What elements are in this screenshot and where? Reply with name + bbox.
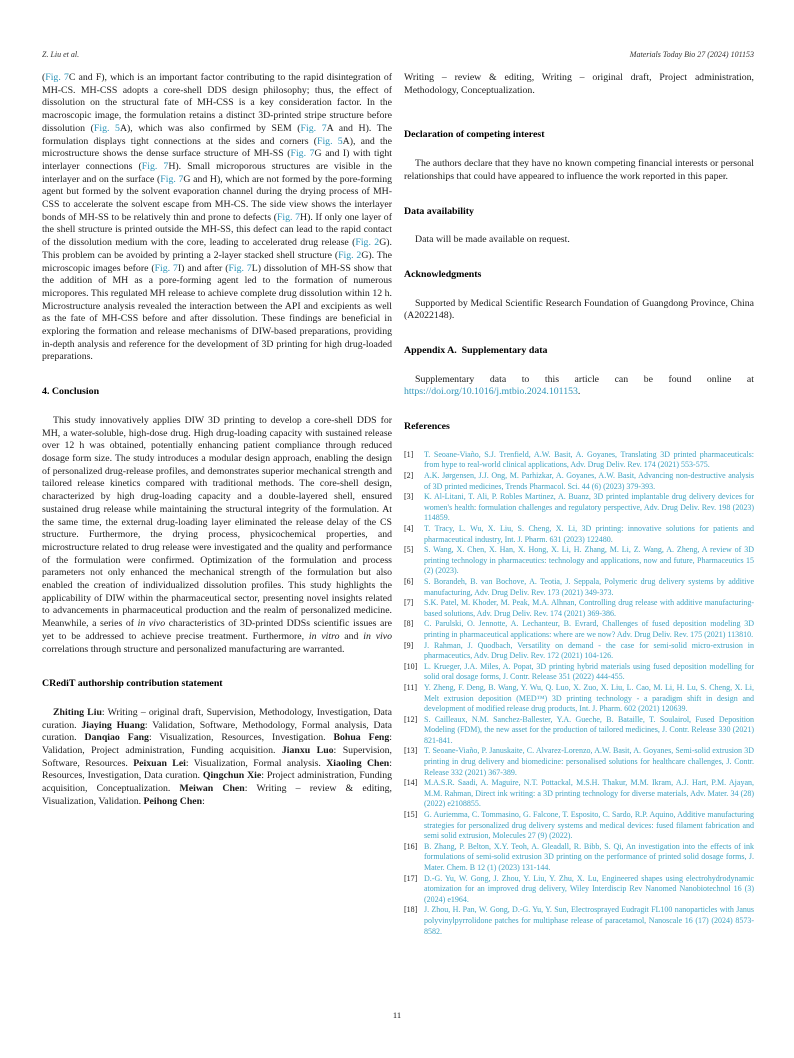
text-segment: Supplementary data to this article can be found online at — [415, 373, 754, 385]
inline-link[interactable]: Fig. 5 — [93, 122, 120, 134]
text-segment: characteristics of 3D-printed DDSs scientific issues are yet to be addressed to achieve precise treatment. Furthermore, — [42, 618, 392, 642]
reference-text[interactable]: B. Zhang, P. Belton, X.Y. Teoh, A. Gleadall, R. Bibb, S. Qi, An investigation into the effects of ink formulations of semi-solid extrusion 3D printing on the performance of printed solid dosage forms, J. Mater. Chem. B 12 (1) (2023) 131-144. — [424, 841, 754, 872]
reference-number: [10] — [404, 661, 418, 671]
text-segment: H). Small microporous structures are visible in the interlayer and on the surface ( — [42, 160, 392, 185]
inline-link[interactable]: https://doi.org/10.1016/j.mtbio.2024.101153 — [404, 386, 578, 398]
reference-text[interactable]: D.-G. Yu, W. Gong, J. Zhou, Y. Liu, Y. Zhu, X. Lu, Engineered shapes using electrohydrodynamic atomization for an improved drug delivery, Wiley Interdiscip Rev Nanomed Nanobiotechnol 16 (3) (2024) e1964. — [424, 873, 754, 904]
declaration-paragraph: The authors declare that they have no known competing financial interests or personal relationships that could have appeared to influence the work reported in this paper. — [404, 158, 754, 182]
inline-link[interactable]: Fig. 7 — [290, 148, 315, 160]
reference-number: [1] — [404, 449, 414, 459]
page-number: 11 — [392, 1010, 402, 1020]
text-segment: and — [339, 630, 364, 642]
inline-link[interactable]: Fig. 7 — [160, 173, 184, 185]
text-segment: Xiaoling Chen — [326, 757, 390, 769]
reference-text[interactable]: K. Al-Litani, T. Ali, P. Robles Martinez, A. Buanz, 3D printed implantable drug delivery devices for women's health: formulation challenges and regulatory perspective, Adv. Drug Deliv. Rev. 198 (2023) 114859. — [424, 492, 754, 523]
text-segment: Bohua Feng — [333, 732, 390, 744]
text-segment: : Supervision, Software, Resources. — [42, 745, 392, 769]
reference-number: [12] — [404, 714, 418, 724]
reference-text[interactable]: C. Parulski, O. Jennotte, A. Lechanteur, B. Evrard, Challenges of fused deposition modeling 3D printing in pharmaceutical applications: where are we now? Adv. Drug Deliv. Rev. 175 (2021) 113810. — [424, 619, 754, 639]
text-segment: A and H). The formulation displays tight connections at the sides and corners ( — [42, 122, 392, 147]
right-column — [404, 72, 754, 937]
text-segment: G). The microscopic images before ( — [42, 249, 393, 274]
reference-text[interactable]: S. Wang, X. Chen, X. Han, X. Hong, X. Li, H. Zhang, M. Li, Z. Wang, A. Zheng, A review of 3D printing technology in pharmaceutics: technology and applications, now and future, Pharmaceutics 15 (2) (2023). — [424, 545, 754, 576]
inline-link[interactable]: Fig. 2 — [338, 249, 362, 261]
text-segment: Qingchun Xie — [202, 770, 262, 782]
two-column-body — [42, 72, 754, 937]
reference-number: [18] — [404, 905, 418, 915]
text-segment: in vitro — [308, 630, 340, 642]
text-segment: : Visualization, Formal analysis. — [185, 757, 327, 769]
running-head-authors: Z. Liu et al. — [42, 50, 80, 59]
reference-text[interactable]: M.A.S.R. Saadi, A. Maguire, N.T. Pottackal, M.S.H. Thakur, M.M. Ikram, A.J. Hart, P.M. Ajayan, M.M. Rahman, Direct ink writing: a 3D printing technology for diverse materials, Adv. Mater. 34 (28) (2022) e2108855. — [424, 778, 754, 809]
page-header — [42, 50, 754, 59]
credit-paragraph — [42, 707, 392, 809]
text-segment: Danqiao Fang — [84, 732, 149, 744]
reference-text[interactable]: S. Cailleaux, N.M. Sanchez-Ballester, Y.A. Gueche, B. Bataille, T. Soulairol, Fused Deposition Modeling (FDM), the new asset for the production of tailored medicines, J. Contr. Release 330 (2021) 821-841. — [424, 714, 754, 745]
inline-link[interactable]: Fig. 7 — [154, 262, 178, 274]
reference-number: [9] — [404, 640, 414, 650]
text-segment: in vivo — [363, 630, 393, 642]
results-continuation-paragraph — [42, 72, 392, 364]
reference-number: [8] — [404, 619, 414, 629]
text-segment: Meiwan Chen — [179, 783, 245, 795]
inline-link[interactable]: Fig. 5 — [317, 135, 343, 147]
text-segment: G and H), which are not formed by the pore-forming agent but formed by the solvent evaporation channel during the drying process of MH-CSS to accelerate the solvent escape from MH-CS. The side view shows the interlayer bonds of MH-SS to be relatively thin and prone to defects ( — [42, 173, 392, 223]
text-segment: : Resources, Investigation, Data curation. — [42, 757, 392, 782]
text-segment: L) dissolution of MH-SS show that the addition of MH as a pore-forming agent led to the formation of numerous micropores. This regulated MH release to achieve complete drug dissolution within 12 h. Microstructure analysis revealed the interaction between the API and excipients as well as the fate of MH-CSS before and after dissolution. These findings are beneficial in exploring the formation and release mechanisms of DIW-based preparations, providing in-depth analysis and reference for the development of 3D printing for high drug-loaded preparations. — [42, 262, 392, 363]
reference-item — [404, 577, 754, 598]
section-heading-acknowledgments: Acknowledgments — [404, 268, 482, 280]
reference-item — [404, 662, 754, 683]
inline-link[interactable]: Fig. 7 — [45, 72, 69, 83]
reference-item — [404, 450, 754, 471]
text-segment: : Validation, Project administration, Funding acquisition. — [42, 732, 392, 757]
text-segment: . — [577, 386, 581, 398]
reference-number: [17] — [404, 873, 418, 883]
data-availability-paragraph: Data will be made available on request. — [415, 234, 570, 246]
text-segment: Peihong Chen — [143, 795, 203, 807]
text-segment: Zhiting Liu — [53, 706, 102, 718]
text-segment: A), which was also confirmed by SEM ( — [119, 122, 301, 134]
reference-number: [5] — [404, 545, 414, 555]
text-segment: correlations through structure and personalized manufacturing are warranted. — [42, 643, 345, 655]
reference-number: [6] — [404, 576, 414, 586]
reference-item — [404, 715, 754, 747]
text-segment: ( — [42, 72, 46, 83]
reference-item — [404, 471, 754, 492]
reference-item — [404, 641, 754, 662]
reference-text[interactable]: J. Zhou, H. Pan, W. Gong, D.-G. Yu, Y. Sun, Electrosprayed Eudragit FL100 nanoparticles with Janus polyvinylpyrrolidone patches for multiphase release of paracetamol, Nanoscale 16 (17) (2024) 8573-8582. — [424, 905, 754, 936]
conclusion-paragraph — [42, 415, 392, 656]
reference-item — [404, 524, 754, 545]
reference-item — [404, 874, 754, 906]
text-segment: G and I) with tight interlayer connections ( — [42, 148, 393, 172]
reference-text[interactable]: A.K. Jørgensen, J.J. Ong, M. Parhizkar, A. Goyanes, A.W. Basit, Advancing non-destructive analysis of 3D printed medicines, Trends Pharmacol. Sci. 44 (6) (2023) 379-393. — [424, 471, 754, 491]
text-segment: Jiaying Huang — [81, 719, 145, 731]
section-heading-credit: CRediT authorship contribution statement — [42, 678, 223, 690]
section-heading-appendix: Appendix A. Supplementary data — [404, 345, 548, 357]
reference-text[interactable]: S.K. Patel, M. Khoder, M. Peak, M.A. Alhnan, Controlling drug release with additive manufacturing-based solutions, Adv. Drug Deliv. Rev. 174 (2021) 369-386. — [424, 598, 754, 618]
text-segment: This study innovatively applies DIW 3D printing to develop a core-shell DDS for MH, a water-soluble, high-dose drug. High drug-loading capacity with sustained release over 12 h was obtained, potentially enhancing patient compliance through reduced dosage form size. The study introduces a modular design approach, enabling the design of personalized drug-release profiles, and demonstrates superior mechanical strength and tailored release kinetics compared with traditional methods. The core-shell design, characterized by high drug-loading capacity and a double-layered shell, ensured sustained drug release while maintaining the structural integrity of the formulation. At the same time, the external drug-loading layer eliminated the release delay of the CS structure. Furthermore, the drying process, physicochemical properties, and microstructure related to drug release were investigated and the quality and performance of the formulation were confirmed. Optimization of the formulation and process parameters not only enhanced the mechanical strength of the formulation but also enabled the creation of individualized dissolution profiles. This study highlights the applicability of DIW within the pharmaceutical sector, presenting novel insights related to advancements in pharmaceutical production and the realm of personalized medicine. Meanwhile, a series of — [42, 414, 392, 630]
reference-text[interactable]: S. Borandeh, B. van Bochove, A. Teotia, J. Seppala, Polymeric drug delivery systems by additive manufacturing, Adv. Drug Deliv. Rev. 173 (2021) 349-373. — [424, 576, 754, 597]
inline-link[interactable]: Fig. 7 — [276, 211, 301, 223]
reference-text[interactable]: J. Rahman, J. Quodbach, Versatility on demand - the case for semi-solid micro-extrusion in pharmaceutics, Adv. Drug Deliv. Rev. 172 (2021) 104-126. — [424, 640, 754, 661]
text-segment: : Validation, Software, Methodology, Formal analysis, Data curation. — [42, 719, 393, 744]
left-column — [42, 72, 392, 809]
inline-link[interactable]: Fig. 7 — [300, 122, 327, 134]
inline-link[interactable]: Fig. 2 — [355, 237, 380, 249]
section-heading-conclusion: 4. Conclusion — [42, 386, 100, 398]
text-segment: A), and the microstructure shows the dense surface structure of MH-SS ( — [42, 135, 392, 160]
reference-number: [2] — [404, 471, 414, 481]
reference-number: [7] — [404, 598, 414, 608]
text-segment: G). This problem can be avoided by printing a 2-layer stacked shell structure ( — [42, 237, 392, 261]
section-heading-data-availability: Data availability — [404, 205, 474, 217]
reference-number: [11] — [404, 682, 418, 692]
reference-list — [404, 450, 754, 937]
running-head-journal: Materials Today Bio 27 (2024) 101153 — [629, 50, 754, 59]
text-segment: Jianxu Luo — [281, 745, 334, 757]
inline-link[interactable]: Fig. 7 — [228, 262, 252, 274]
section-heading-declaration: Declaration of competing interest — [404, 129, 545, 141]
reference-item — [404, 545, 754, 577]
reference-number: [15] — [404, 810, 418, 820]
reference-item — [404, 778, 754, 810]
reference-item — [404, 905, 754, 937]
reference-text[interactable]: T. Seoane-Viaño, P. Januskaite, C. Alvarez-Lorenzo, A.W. Basit, A. Goyanes, Semi-solid extrusion 3D printing in drug delivery and biomedicine: personalised solutions for healthcare challenges, J. Contr. Release 332 (2021) 367-389. — [424, 746, 754, 777]
text-segment: C and F), which is an important factor contributing to the rapid disintegration of MH-CS. MH-CSS adopts a core-shell DDS design philosophy; thus, the effect of dissolution on the structural fate of MH-CSS is a key consideration factor. In the macroscopic image, the formulation retains a distinct 3D-printed stripe structure before dissolution ( — [42, 72, 392, 134]
reference-number: [16] — [404, 841, 418, 851]
text-segment: I) and after ( — [177, 262, 229, 274]
reference-item — [404, 746, 754, 778]
reference-item — [404, 810, 754, 842]
text-segment: : Writing – original draft, Supervision, Methodology, Investigation, Data curation. — [42, 706, 392, 731]
reference-text[interactable]: G. Auriemma, C. Tommasino, G. Falcone, T. Esposito, C. Sardo, R.P. Aquino, Additive manufacturing strategies for personalized drug delivery systems and medical devices: fused filament fabrication and semi solid extrusion, Molecules 27 (9) (2022). — [424, 810, 754, 841]
acknowledgments-paragraph: Supported by Medical Scientific Research Foundation of Guangdong Province, China (A2022148). — [404, 297, 754, 322]
text-segment: in vivo — [137, 618, 166, 630]
reference-text[interactable]: T. Tracy, L. Wu, X. Liu, S. Cheng, X. Li, 3D printing: innovative solutions for patients and pharmaceutical industry, Int. J. Pharm. 631 (2023) 122480. — [424, 524, 754, 544]
reference-text[interactable]: Y. Zheng, F. Deng, B. Wang, Y. Wu, Q. Luo, X. Zuo, X. Liu, L. Cao, M. Li, H. Lu, S. Cheng, X. Li, Melt extrusion deposition (MED™) 3D printing technology - a paradigm shift in design and development of modified release drug products, Int. J. Pharm. 602 (2021) 120639. — [424, 682, 754, 714]
reference-number: [4] — [404, 524, 414, 533]
section-heading-references: References — [404, 421, 450, 433]
text-segment: H). If only one layer of the shell structure is printed outside the MH-SS, this defect can lead to the rapid contact of the dissolution medium with the core, leading to accelerated drug release ( — [42, 211, 392, 249]
appendix-paragraph — [404, 374, 754, 399]
reference-item — [404, 492, 754, 524]
reference-item — [404, 619, 754, 640]
reference-text[interactable]: L. Krueger, J.A. Miles, A. Popat, 3D printing hybrid materials using fused deposition modelling for solid oral dosage forms, J. Contr. Release 351 (2022) 444-455. — [424, 661, 754, 682]
inline-link[interactable]: Fig. 7 — [141, 160, 169, 172]
reference-number: [3] — [404, 492, 414, 502]
reference-number: [13] — [404, 746, 418, 756]
text-segment: Peixuan Lei — [133, 757, 186, 769]
reference-item — [404, 842, 754, 874]
text-segment: : Writing – review & editing, Visualization, Validation. — [42, 783, 393, 807]
text-segment: : Project administration, Funding acquisition, Conceptualization. — [42, 770, 393, 795]
text-segment: : — [202, 795, 205, 807]
reference-item — [404, 683, 754, 715]
text-segment: : Visualization, Resources, Investigation. — [148, 732, 334, 744]
reference-number: [14] — [404, 778, 418, 788]
reference-item — [404, 598, 754, 619]
authorship-continuation-paragraph: Writing – review & editing, Writing – original draft, Project administration, Methodology, Conceptualization. — [404, 72, 754, 96]
reference-text[interactable]: T. Seoane-Viaño, S.J. Trenfield, A.W. Basit, A. Goyanes, Translating 3D printed pharmaceuticals: from hype to real-world clinical applications, Adv. Drug Deliv. Rev. 174 (2021) 553-575. — [424, 449, 754, 470]
